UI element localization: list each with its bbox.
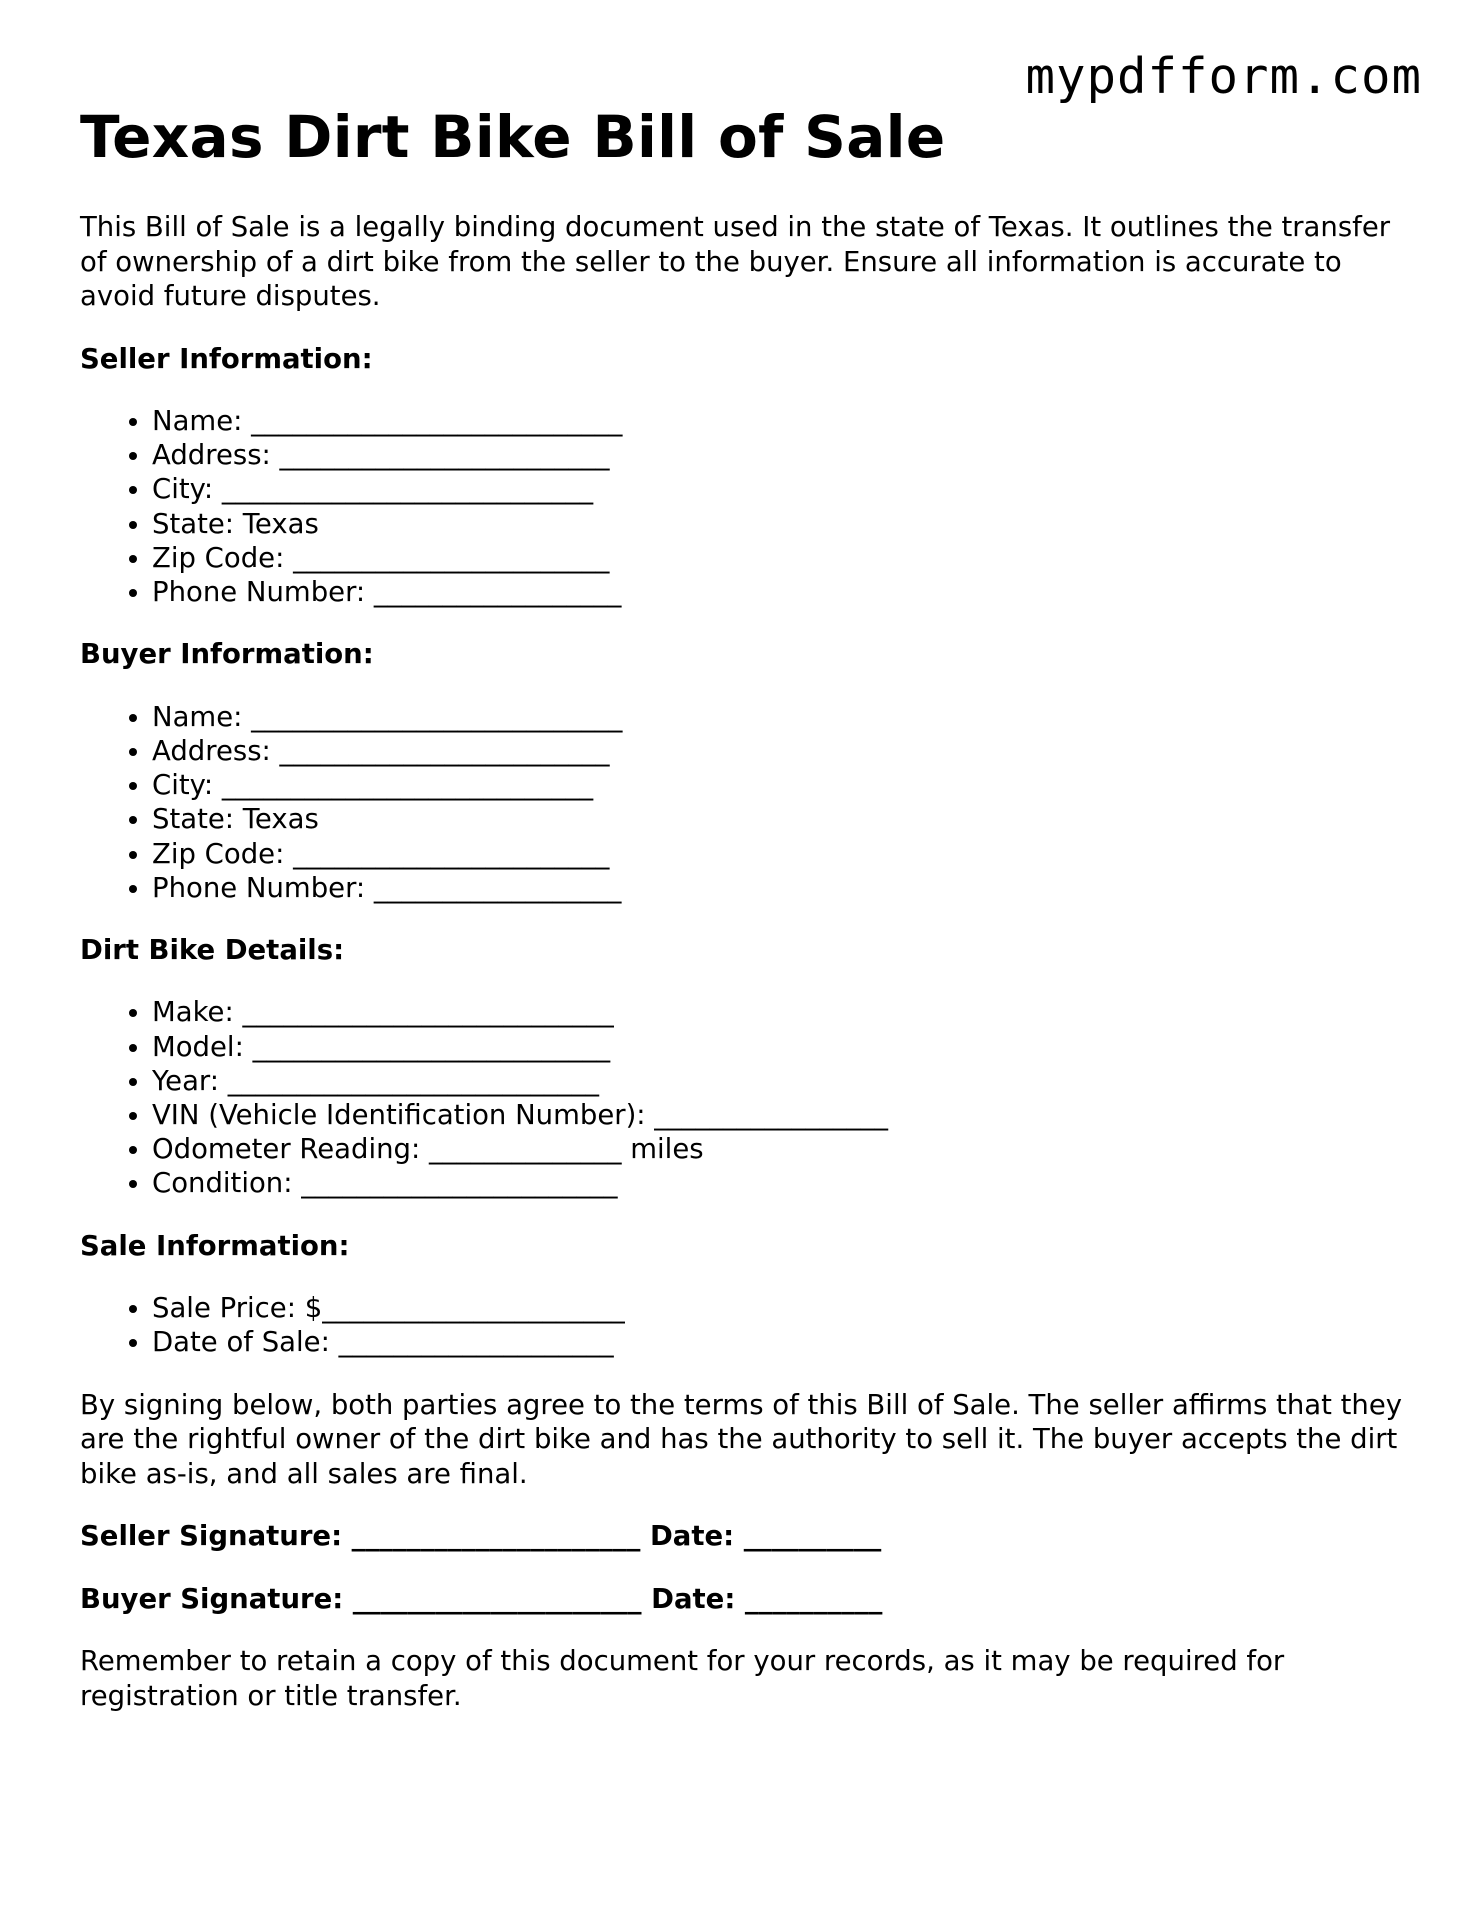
bike-model-field[interactable]: • Model: __________________________ [152,1030,1410,1064]
bike-section-heading: Dirt Bike Details: [80,933,345,966]
bike-year-field[interactable]: • Year: ___________________________ [152,1064,1410,1098]
seller-city-field[interactable]: • City: ___________________________ [152,472,1410,506]
bike-vin-field[interactable]: • VIN (Vehicle Identification Number): _________________ [152,1098,1410,1132]
watermark: mypdfform.com [1025,48,1422,105]
buyer-city-field[interactable]: • City: ___________________________ [152,768,1410,802]
seller-address-field[interactable]: • Address: ________________________ [152,438,1410,472]
seller-zip-field[interactable]: • Zip Code: _______________________ [152,541,1410,575]
buyer-phone-field[interactable]: • Phone Number: __________________ [152,871,1410,905]
seller-section-heading: Seller Information: [80,342,373,375]
sale-section-heading: Sale Information: [80,1229,350,1262]
seller-phone-field[interactable]: • Phone Number: __________________ [152,575,1410,609]
bike-odometer-field[interactable]: • Odometer Reading: ______________ miles [152,1132,1410,1166]
seller-name-field[interactable]: • Name: ___________________________ [152,404,1410,438]
bike-field-list [80,995,1410,1200]
bike-condition-field[interactable]: • Condition: _______________________ [152,1166,1410,1200]
buyer-address-field[interactable]: • Address: ________________________ [152,734,1410,768]
bike-make-field[interactable]: • Make: ___________________________ [152,995,1410,1029]
buyer-state-field: • State: Texas [152,802,1410,836]
sale-field-list [80,1291,1410,1359]
buyer-section-heading: Buyer Information: [80,638,374,671]
sale-date-field[interactable]: • Date of Sale: ____________________ [152,1325,1410,1359]
seller-signature-line[interactable]: Seller Signature: _____________________ Date: __________ [80,1520,882,1553]
page-title: Texas Dirt Bike Bill of Sale [80,103,946,171]
buyer-name-field[interactable]: • Name: ___________________________ [152,700,1410,734]
document-page [80,102,1410,1713]
sale-price-field[interactable]: • Sale Price: $______________________ [152,1291,1410,1325]
seller-field-list [80,404,1410,609]
buyer-signature-line[interactable]: Buyer Signature: _____________________ Date: __________ [80,1582,883,1615]
footer-note: Remember to retain a copy of this document for your records, as it may be required for registration or title transfer. [80,1645,1285,1712]
intro-paragraph: This Bill of Sale is a legally binding document used in the state of Texas. It outlines the transfer of ownership of a dirt bike from the seller to the buyer. Ensure all information is accurate to avoid future disputes. [80,211,1391,312]
seller-state-field: • State: Texas [152,507,1410,541]
buyer-zip-field[interactable]: • Zip Code: _______________________ [152,837,1410,871]
closing-paragraph: By signing below, both parties agree to the terms of this Bill of Sale. The seller affirms that they are the rightful owner of the dirt bike and has the authority to sell it. The buyer accepts the dirt bike as-is, and all sales are final. [80,1388,1403,1490]
buyer-field-list [80,700,1410,905]
